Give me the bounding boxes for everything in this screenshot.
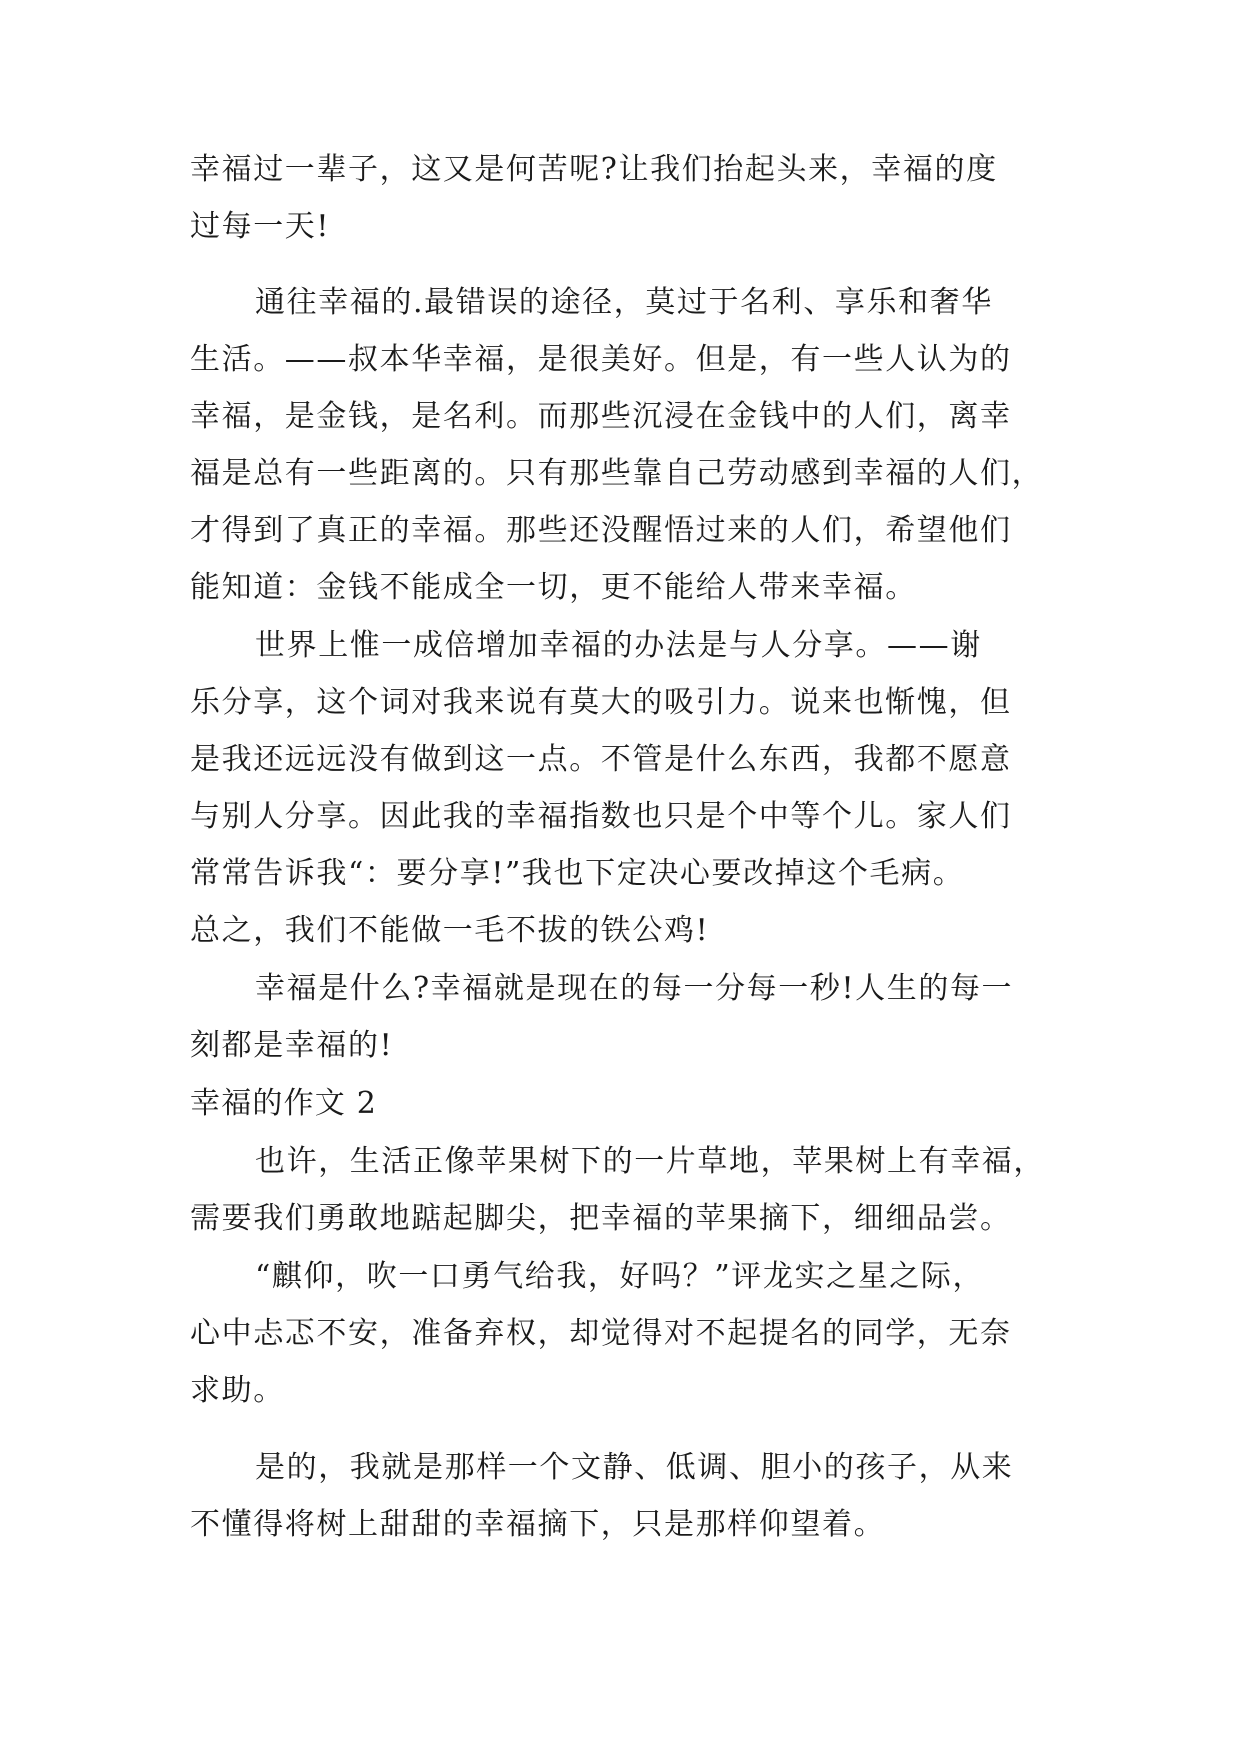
paragraph-start-line: 幸福是什么?幸福就是现在的每一分每一秒!人生的每一: [255, 971, 1014, 1006]
text-line: 与别人分享。因此我的幸福指数也只是个中等个儿。家人们: [190, 799, 1012, 834]
text-line: 心中忐忑不安，准备弃权，却觉得对不起提名的同学，无奈: [190, 1316, 1012, 1351]
paragraph-start-line: 世界上惟一成倍增加幸福的办法是与人分享。——谢: [255, 628, 982, 663]
text-line: 不懂得将树上甜甜的幸福摘下，只是那样仰望着。: [190, 1507, 886, 1542]
text-line: 刻都是幸福的!: [190, 1028, 394, 1063]
text-line: 能知道：金钱不能成全一切，更不能给人带来幸福。: [190, 570, 917, 605]
text-line: 幸福过一辈子，这又是何苦呢?让我们抬起头来，幸福的度: [190, 152, 998, 187]
text-line: 常常告诉我“：要分享!”我也下定决心要改掉这个毛病。: [190, 856, 965, 891]
text-line: 是我还远远没有做到这一点。不管是什么东西，我都不愿意: [190, 742, 1012, 777]
paragraph-start-line: 是的，我就是那样一个文静、低调、胆小的孩子，从来: [255, 1450, 1014, 1485]
text-line: 福是总有一些距离的。只有那些靠自己劳动感到幸福的人们，: [190, 456, 1044, 491]
text-line: 乐分享，这个词对我来说有莫大的吸引力。说来也惭愧，但: [190, 685, 1012, 720]
text-line: 生活。——叔本华幸福，是很美好。但是，有一些人认为的: [190, 342, 1012, 377]
text-line: 求助。: [190, 1373, 285, 1408]
text-line: 过每一天!: [190, 209, 331, 244]
paragraph-start-line: 也许，生活正像苹果树下的一片草地，苹果树上有幸福，: [255, 1144, 1045, 1179]
text-line: 总之，我们不能做一毛不拔的铁公鸡!: [190, 913, 710, 948]
paragraph-start-line: “麒仰，吹一口勇气给我，好吗？”评龙实之星之际，: [255, 1259, 985, 1294]
text-line: 幸福，是金钱，是名利。而那些沉浸在金钱中的人们，离幸: [190, 399, 1012, 434]
text-line: 才得到了真正的幸福。那些还没醒悟过来的人们，希望他们: [190, 513, 1012, 548]
paragraph-start-line: 通往幸福的.最错误的途径，莫过于名利、享乐和奢华: [255, 285, 993, 320]
section-heading: 幸福的作文 2: [190, 1086, 378, 1121]
text-line: 需要我们勇敢地踮起脚尖，把幸福的苹果摘下，细细品尝。: [190, 1201, 1012, 1236]
